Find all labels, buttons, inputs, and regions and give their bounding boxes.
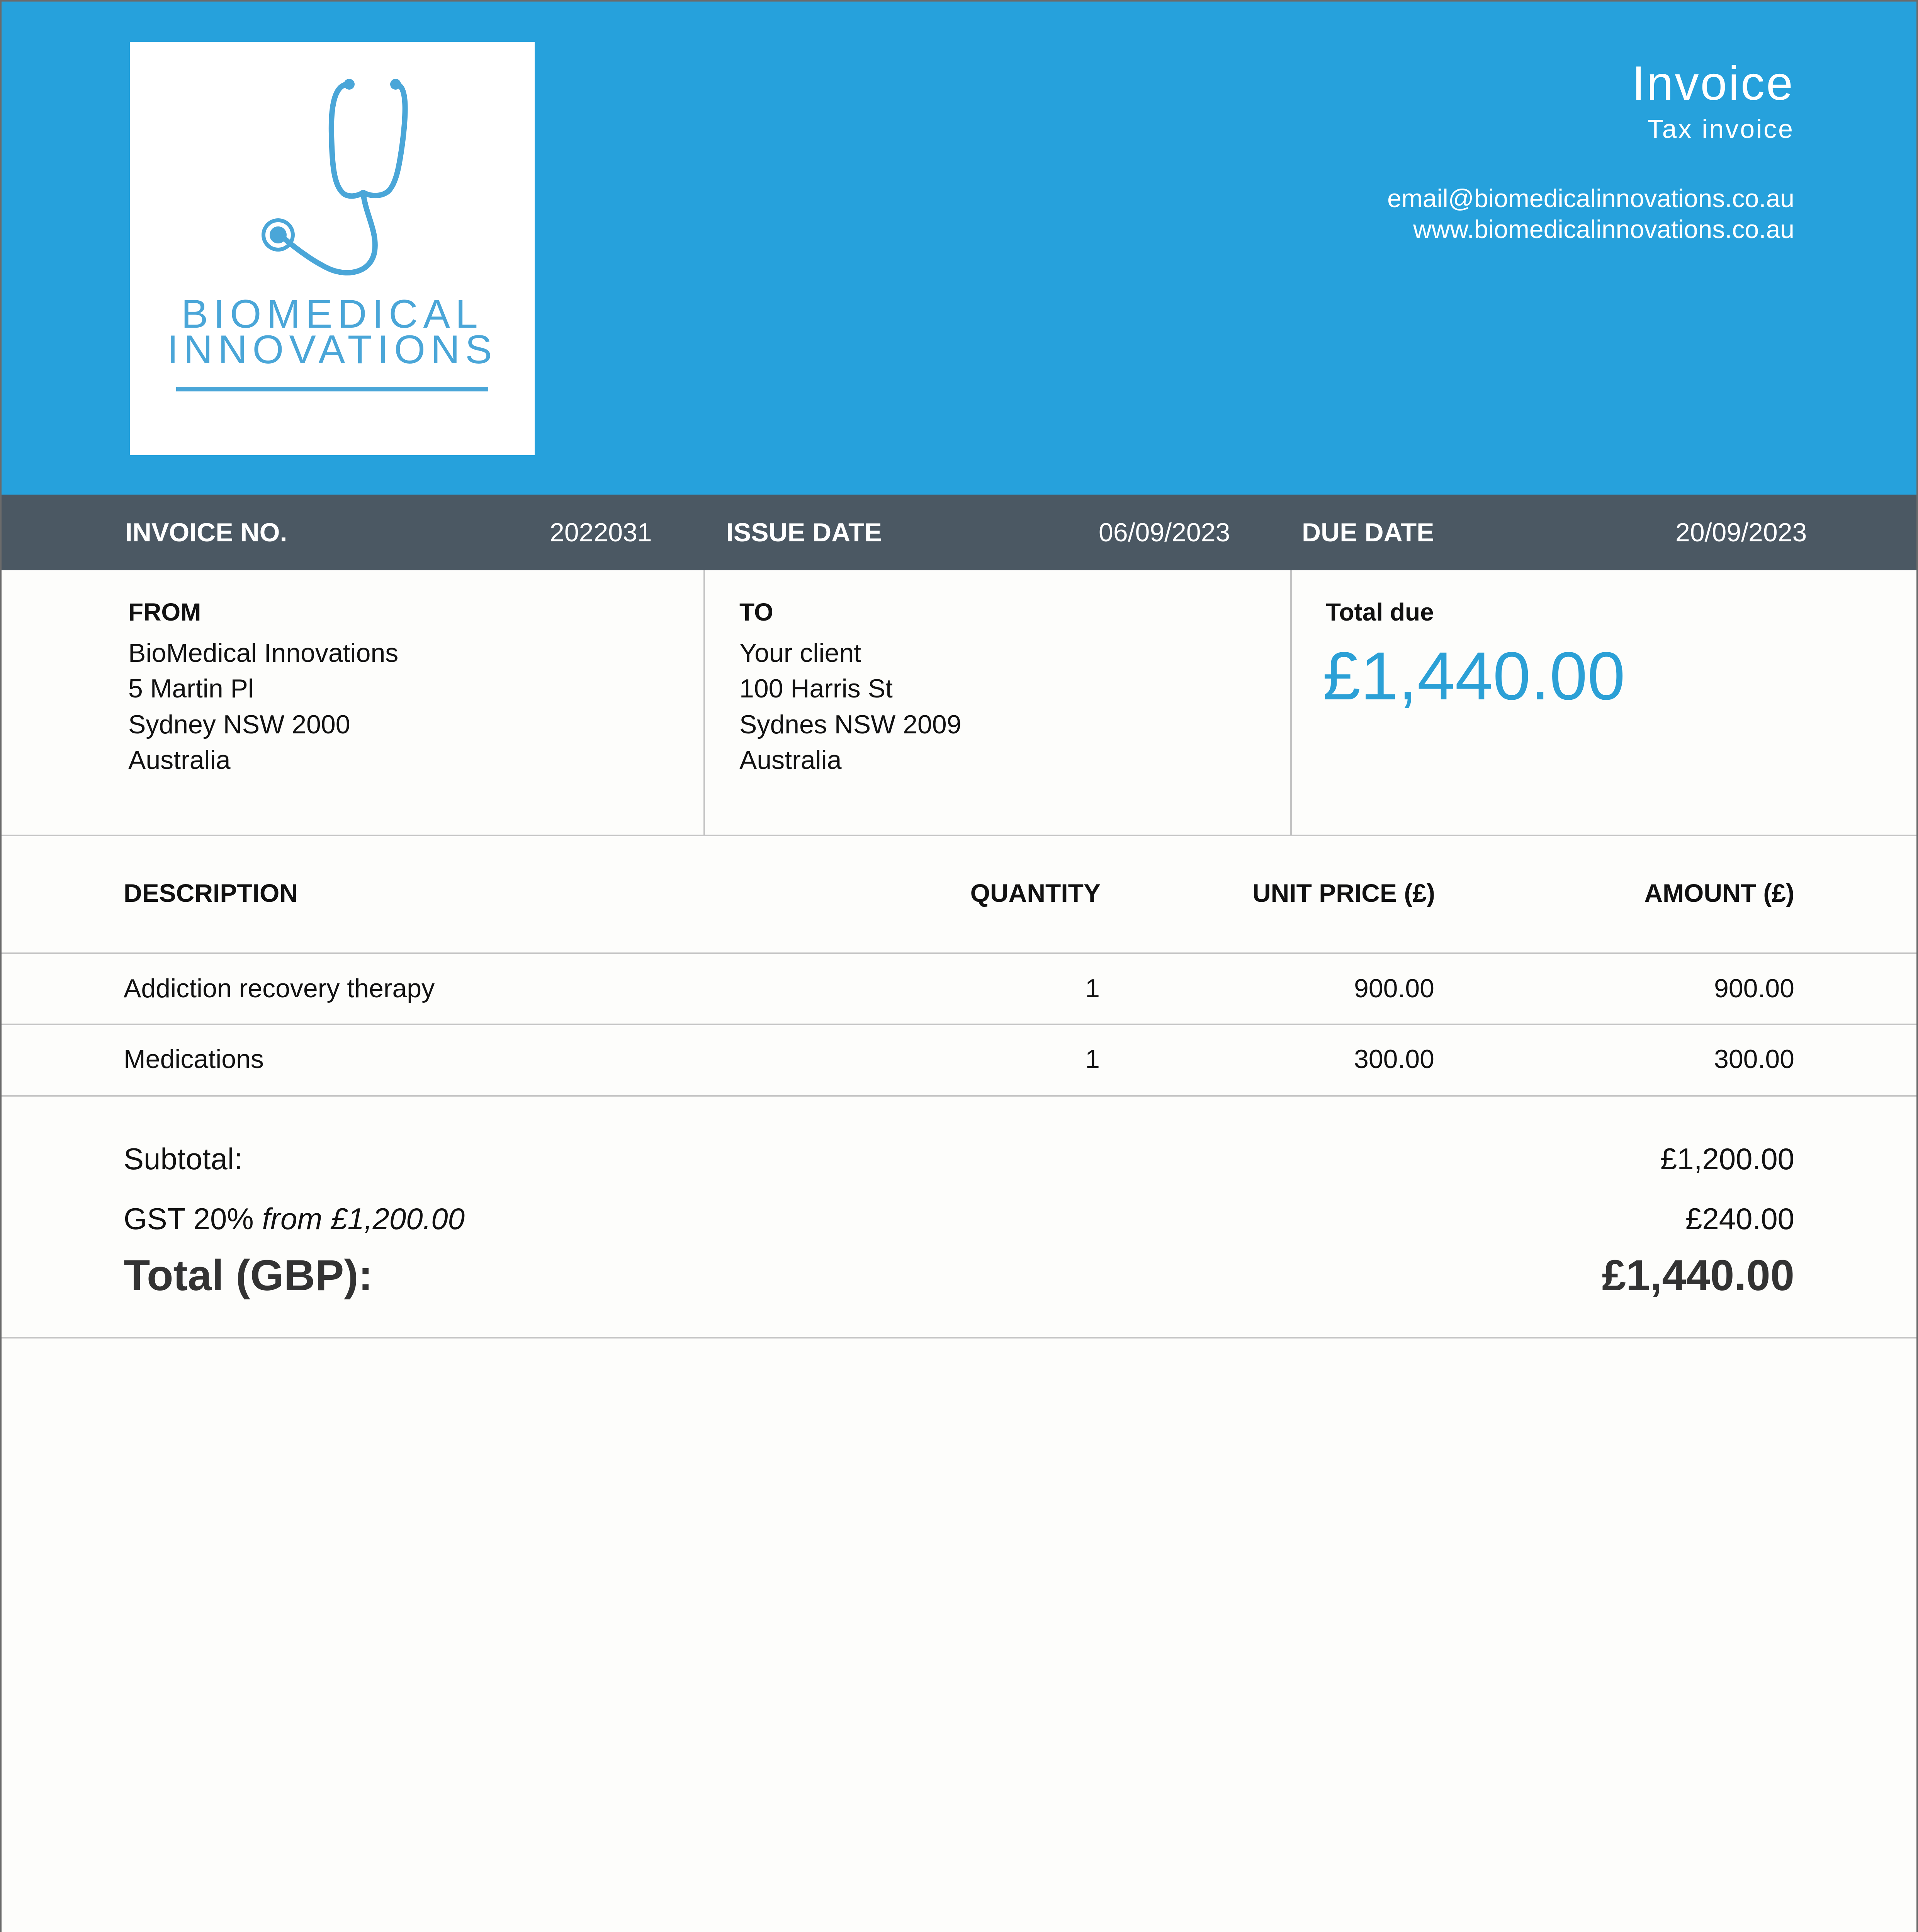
to-line: 100 Harris St bbox=[739, 674, 893, 703]
logo-text-line1: BIOMEDICAL bbox=[181, 292, 483, 337]
company-email[interactable]: email@biomedicalinnovations.co.au bbox=[1387, 184, 1794, 213]
due-date-value: 20/09/2023 bbox=[1675, 518, 1807, 547]
row-unit-price: 300.00 bbox=[1354, 1044, 1434, 1074]
to-line: Sydnes NSW 2009 bbox=[739, 710, 962, 739]
col-header-unit-price: UNIT PRICE (£) bbox=[1252, 879, 1435, 907]
subtotal-label: Subtotal: bbox=[124, 1142, 243, 1176]
invoice-title: Invoice bbox=[1632, 57, 1794, 110]
issue-date-value: 06/09/2023 bbox=[1099, 518, 1230, 547]
total-due-value: £1,440.00 bbox=[1323, 638, 1625, 714]
column-divider bbox=[703, 570, 705, 835]
col-header-quantity: QUANTITY bbox=[970, 879, 1101, 907]
row-quantity: 1 bbox=[1085, 1044, 1100, 1074]
table-divider bbox=[2, 1024, 1916, 1025]
from-label: FROM bbox=[128, 598, 201, 626]
row-description: Medications bbox=[124, 1044, 264, 1074]
summary-divider bbox=[2, 1337, 1916, 1338]
from-line: Sydney NSW 2000 bbox=[128, 710, 350, 739]
row-amount: 900.00 bbox=[1714, 974, 1794, 1003]
invoice-meta-bar bbox=[2, 495, 1916, 570]
company-website[interactable]: www.biomedicalinnovations.co.au bbox=[1413, 215, 1794, 243]
invoice-no-value: 2022031 bbox=[550, 518, 652, 547]
row-unit-price: 900.00 bbox=[1354, 974, 1434, 1003]
total-due-label: Total due bbox=[1326, 598, 1434, 626]
from-line: BioMedical Innovations bbox=[128, 638, 399, 668]
logo-text-line2: INNOVATIONS bbox=[167, 327, 498, 372]
invoice-header bbox=[2, 2, 1916, 495]
stethoscope-logo-icon bbox=[130, 42, 535, 455]
grand-total-value: £1,440.00 bbox=[1602, 1251, 1794, 1299]
from-line: 5 Martin Pl bbox=[128, 674, 254, 703]
from-line: Australia bbox=[128, 745, 231, 775]
company-logo bbox=[130, 42, 535, 455]
row-quantity: 1 bbox=[1085, 974, 1100, 1003]
table-divider bbox=[2, 952, 1916, 954]
table-divider bbox=[2, 1095, 1916, 1097]
col-header-amount: AMOUNT (£) bbox=[1644, 879, 1794, 907]
gst-label bbox=[124, 1204, 465, 1234]
row-amount: 300.00 bbox=[1714, 1044, 1794, 1074]
gst-value: £240.00 bbox=[1685, 1202, 1794, 1236]
to-line: Australia bbox=[739, 745, 842, 775]
gst-rate: GST 20% bbox=[124, 1202, 254, 1236]
column-divider bbox=[1290, 570, 1292, 835]
row-description: Addiction recovery therapy bbox=[124, 974, 435, 1003]
due-date-label: DUE DATE bbox=[1302, 518, 1434, 547]
col-header-description: DESCRIPTION bbox=[124, 879, 298, 907]
section-divider bbox=[2, 835, 1916, 836]
invoice-subtitle: Tax invoice bbox=[1647, 114, 1794, 144]
to-label: TO bbox=[739, 598, 773, 626]
gst-base: from £1,200.00 bbox=[262, 1202, 465, 1236]
to-line: Your client bbox=[739, 638, 861, 668]
issue-date-label: ISSUE DATE bbox=[726, 518, 882, 547]
invoice-no-label: INVOICE NO. bbox=[125, 518, 287, 547]
subtotal-value: £1,200.00 bbox=[1660, 1142, 1794, 1176]
grand-total-label: Total (GBP): bbox=[124, 1251, 373, 1299]
